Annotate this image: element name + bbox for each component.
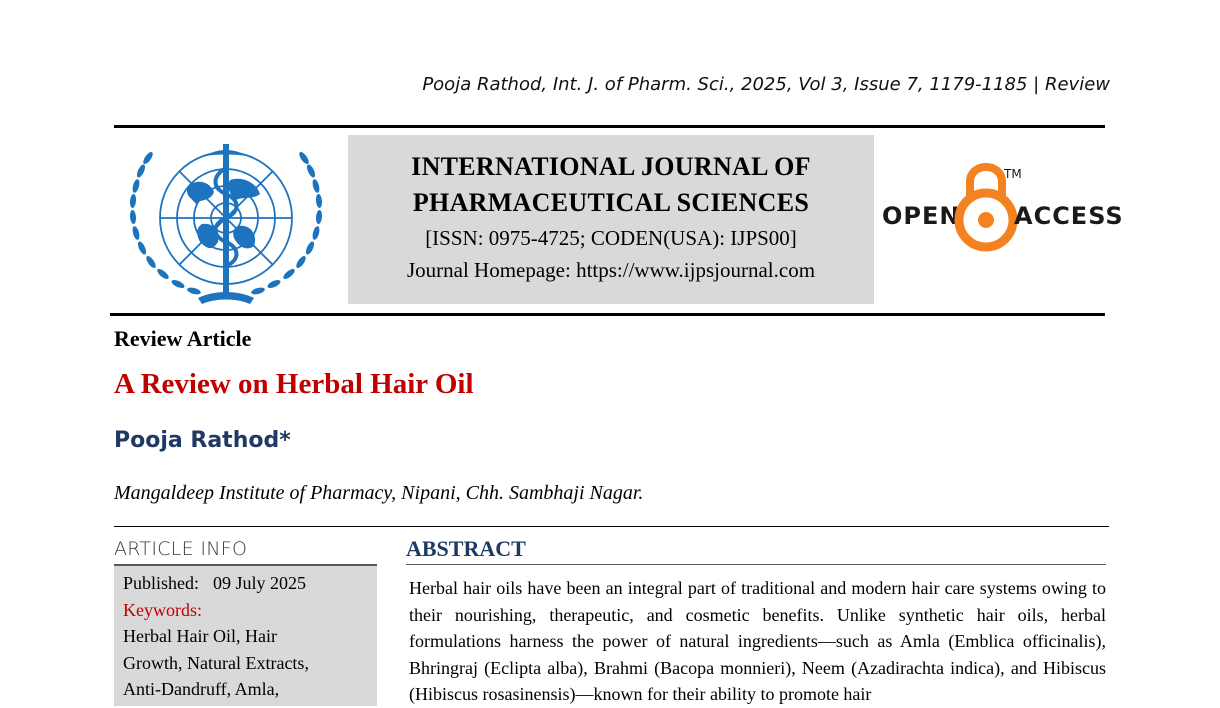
- abstract-heading: ABSTRACT: [406, 536, 526, 561]
- section-divider: [114, 526, 1109, 527]
- journal-masthead-box: [348, 135, 874, 304]
- journal-title-line1: INTERNATIONAL JOURNAL OF: [411, 152, 811, 181]
- open-access-trademark: TM: [1004, 167, 1022, 181]
- article-author: Pooja Rathod*: [114, 428, 291, 453]
- header-top-rule: [114, 125, 1105, 128]
- article-title: A Review on Herbal Hair Oil: [114, 368, 474, 400]
- article-type: Review Article: [114, 326, 252, 351]
- published-date: 09 July 2025: [213, 573, 307, 593]
- keywords-line-1: Herbal Hair Oil, Hair: [123, 626, 277, 646]
- published-row: [123, 570, 369, 597]
- open-access-open-word: OPEN: [882, 202, 961, 230]
- abstract-rule: [406, 564, 1106, 565]
- article-info-box: [114, 566, 377, 706]
- author-affiliation: Mangaldeep Institute of Pharmacy, Nipani, Chh. Sambhaji Nagar.: [114, 482, 644, 504]
- published-label: Published:: [123, 573, 200, 593]
- keywords-label: Keywords:: [123, 599, 202, 620]
- un-emblem-logo: [126, 138, 326, 306]
- journal-homepage: Journal Homepage: https://www.ijpsjournal.com: [406, 258, 816, 282]
- journal-title-line2: PHARMACEUTICAL SCIENCES: [412, 188, 810, 217]
- keywords-line-3: Anti-Dandruff, Amla,: [123, 679, 280, 699]
- header-bottom-rule: [110, 313, 1105, 316]
- article-info-heading: ARTICLE INFO: [114, 538, 248, 560]
- open-access-access-word: ACCESS: [1014, 202, 1124, 230]
- abstract-body: Herbal hair oils have been an integral part of traditional and modern hair care systems owing to their nourishing, therapeutic, and cosmetic benefits. Unlike synthetic hair oils, herbal formulations harness the power of natural ingredients—such as Amla (Emblica officinalis), Bhringraj (Eclipta alba), Brahmi (Bacopa monnieri), Neem (Azadirachta indica), and Hibiscus (Hibiscus rosasinensis)—known for their ability to promote hair: [409, 578, 1106, 704]
- running-header-citation: Pooja Rathod, Int. J. of Pharm. Sci., 2025, Vol 3, Issue 7, 1179-1185 | Review: [422, 74, 1110, 95]
- keywords-line-2: Growth, Natural Extracts,: [123, 652, 309, 673]
- open-access-logo: [880, 160, 1124, 255]
- journal-issn: [ISSN: 0975-4725; CODEN(USA): IJPS00]: [425, 226, 797, 250]
